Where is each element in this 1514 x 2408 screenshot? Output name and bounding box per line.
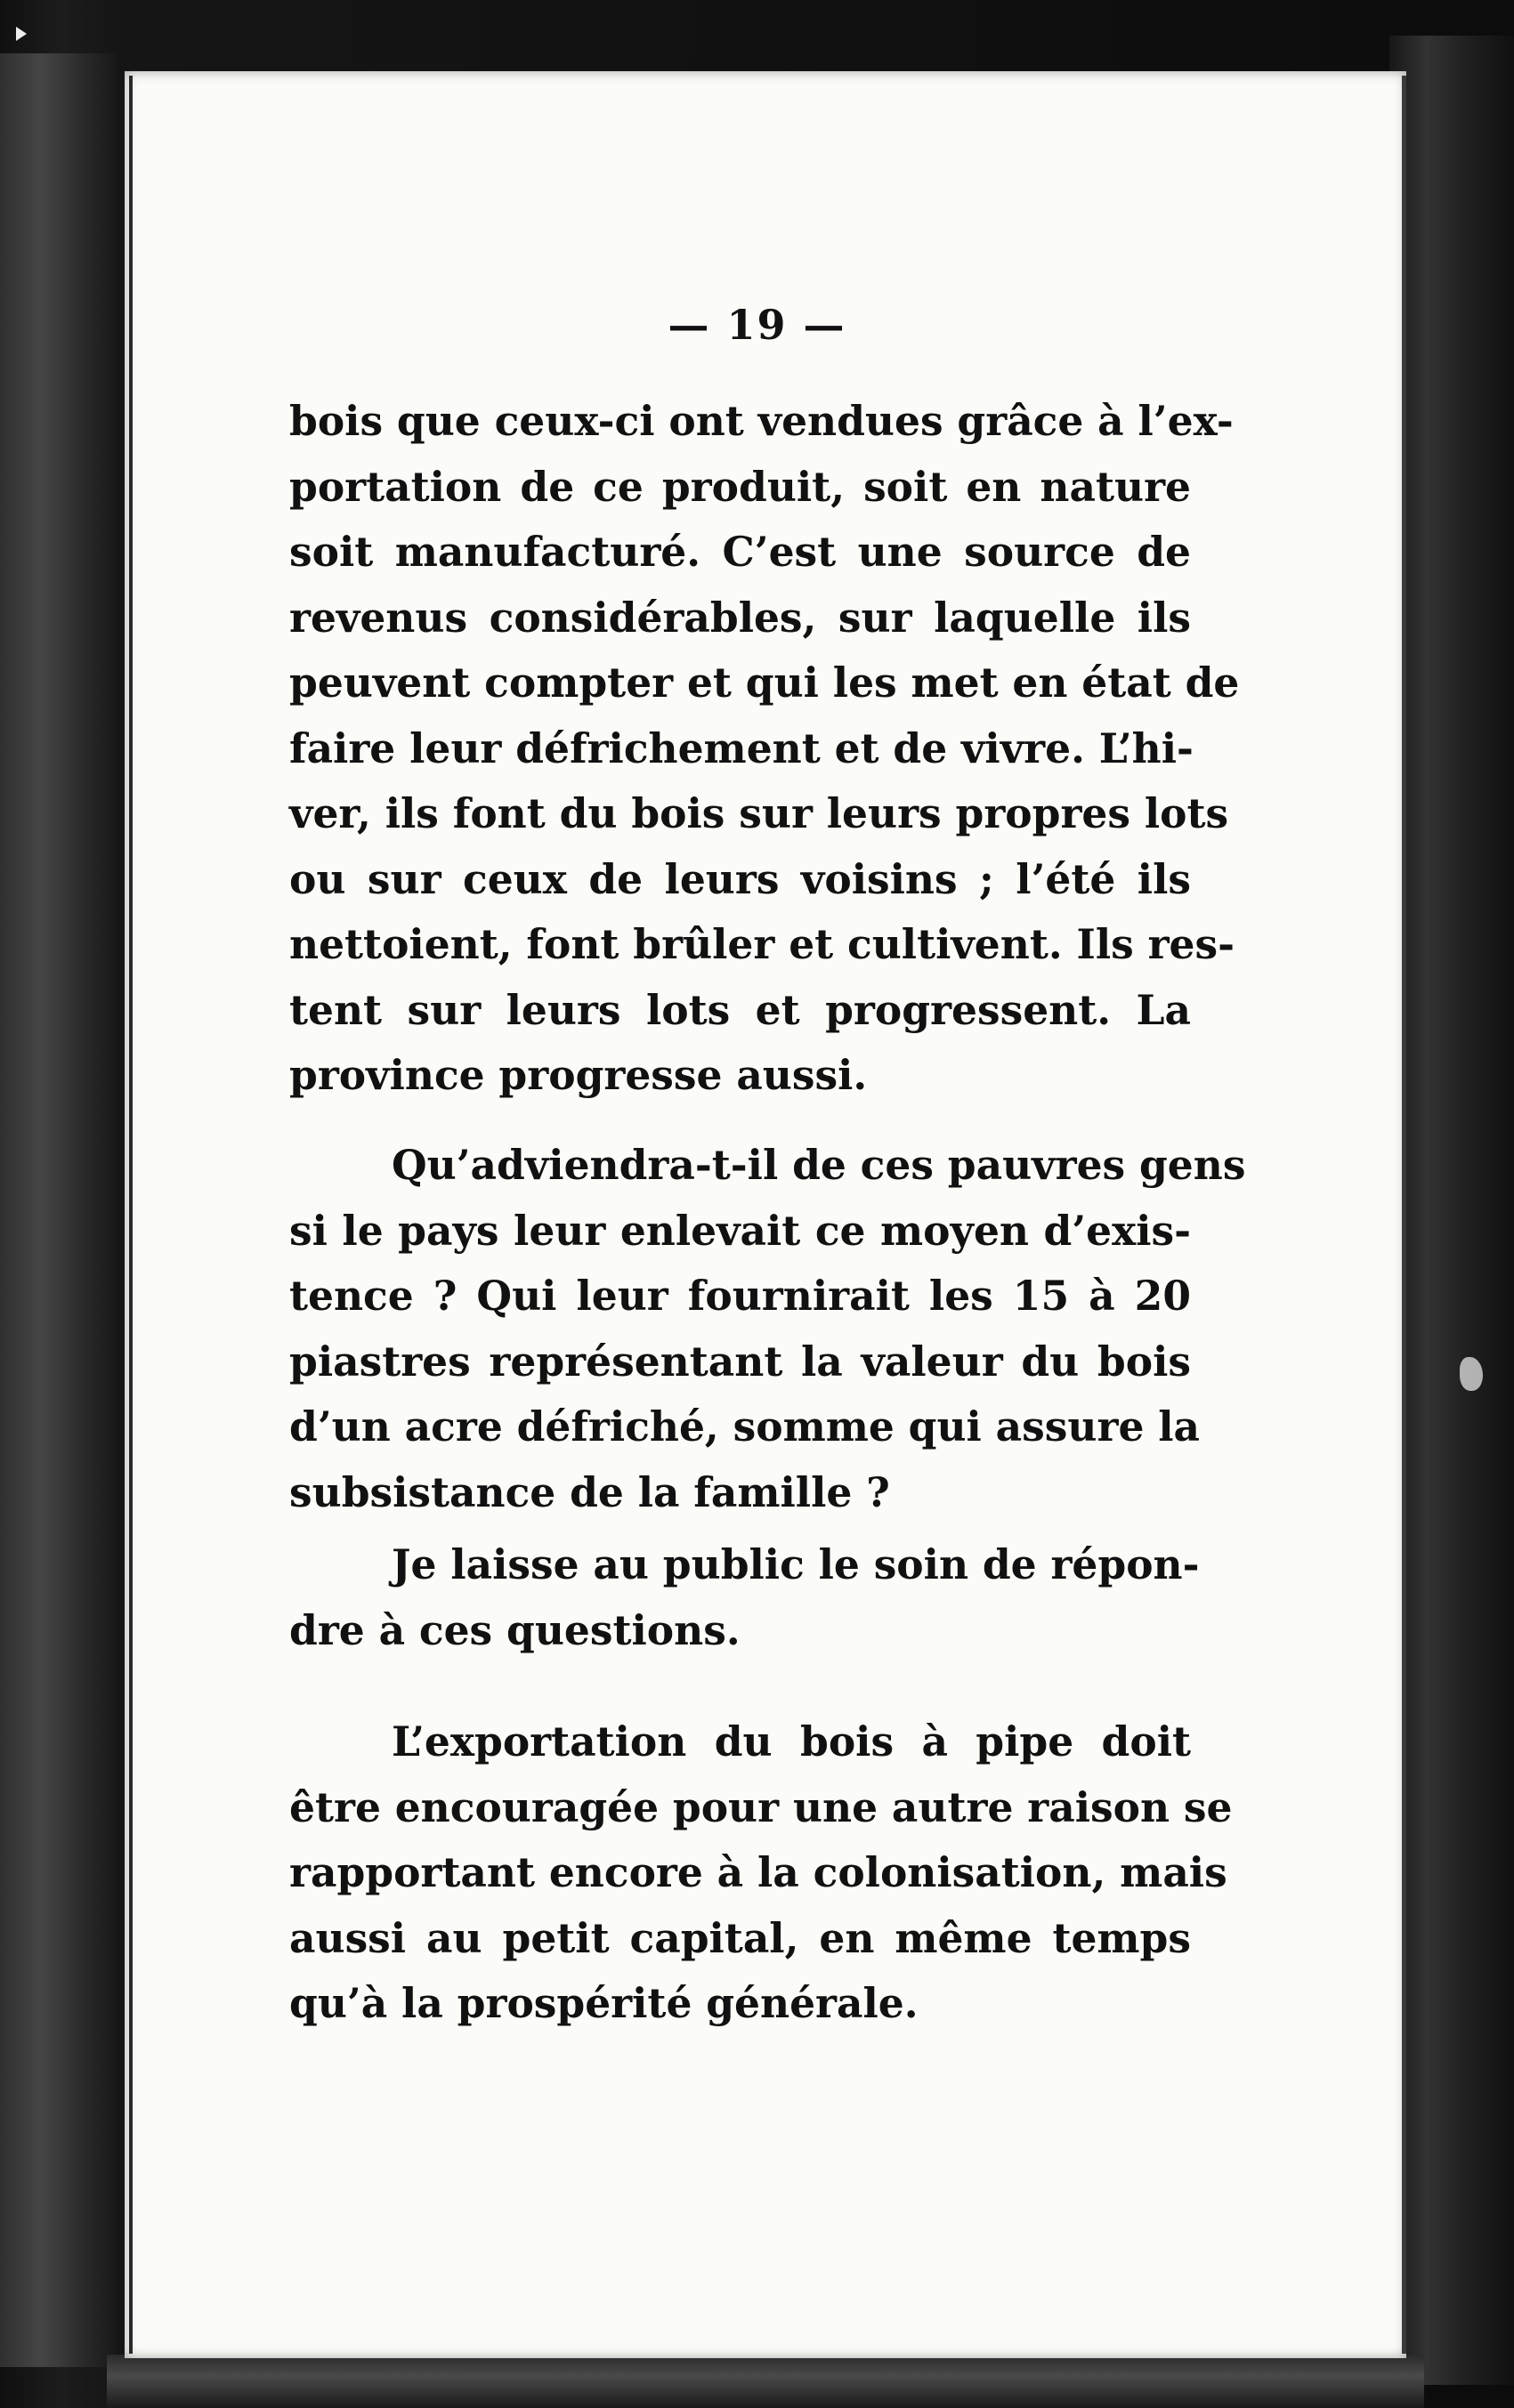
ink-blot-mark (1460, 1357, 1483, 1391)
text-line: portation de ce produit, soit en nature (289, 462, 1191, 511)
text-line: tent sur leurs lots et progressent. La (289, 985, 1191, 1034)
text-line: faire leur défrichement et de vivre. L’hi- (289, 723, 1194, 772)
paragraph-1 (289, 389, 1240, 1109)
text-line: piastres représentant la valeur du bois (289, 1337, 1191, 1386)
text-line: dre à ces questions. (289, 1605, 741, 1654)
text-line: rapportant encore à la colonisation, mais (289, 1848, 1227, 1896)
text-line: qu’à la prospérité générale. (289, 1979, 919, 2027)
text-line: revenus considérables, sur laquelle ils (289, 593, 1191, 642)
text-line: être encouragée pour une autre raison se (289, 1782, 1233, 1831)
text-line: L’exportation du bois à pipe doit (392, 1717, 1191, 1766)
page-border-right (1402, 76, 1406, 2354)
page-number: — 19 — (668, 301, 846, 349)
text-line: subsistance de la famille ? (289, 1467, 890, 1516)
book-edge-right (1389, 36, 1514, 2385)
text-line: bois que ceux-ci ont vendues grâce à l’ex- (289, 397, 1234, 445)
scan-corner-marker-icon (16, 27, 27, 41)
text-line: Qu’adviendra-t-il de ces pauvres gens (392, 1141, 1246, 1189)
book-edge-bottom (107, 2355, 1424, 2408)
text-line: tence ? Qui leur fournirait les 15 à 20 (289, 1272, 1191, 1320)
text-line: province progresse aussi. (289, 1051, 868, 1099)
paragraph-3 (289, 1532, 1200, 1663)
text-line: nettoient, font brûler et cultivent. Ils res- (289, 920, 1235, 968)
text-line: si le pays leur enlevait ce moyen d’exis- (289, 1206, 1191, 1255)
page-border-left (129, 76, 133, 2354)
paragraph-2 (289, 1133, 1246, 1525)
text-line: soit manufacturé. C’est une source de (289, 528, 1191, 576)
text-line: ou sur ceux de leurs voisins ; l’été ils (289, 854, 1191, 903)
text-line: peuvent compter et qui les met en état de (289, 659, 1240, 707)
text-line: ver, ils font du bois sur leurs propres lots (289, 789, 1229, 837)
text-line: Je laisse au public le soin de répon- (392, 1540, 1200, 1588)
text-line: d’un acre défriché, somme qui assure la (289, 1402, 1200, 1450)
text-line: aussi au petit capital, en même temps (289, 1913, 1191, 1962)
paragraph-4 (289, 1709, 1233, 2037)
facing-page-edge (0, 53, 116, 2367)
